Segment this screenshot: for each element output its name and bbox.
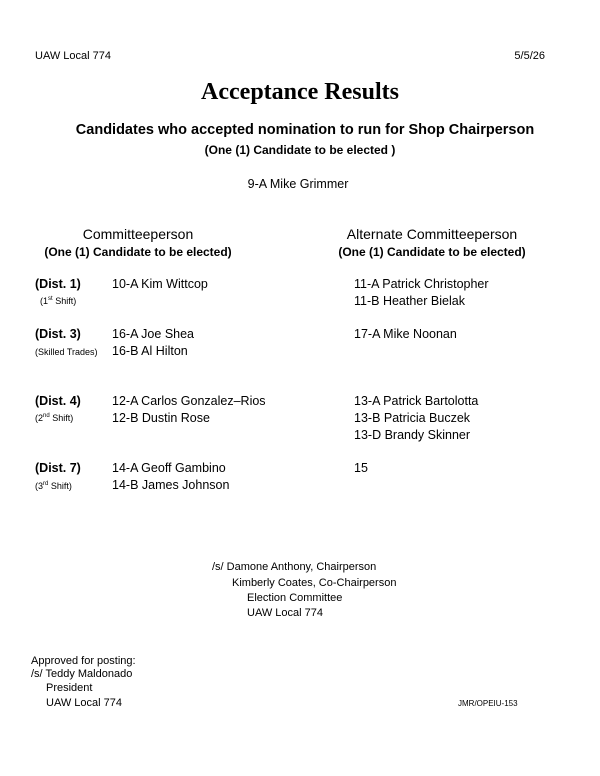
page-title: Acceptance Results: [201, 79, 399, 105]
district-shift: (3rd Shift): [35, 481, 72, 491]
district-label: (Dist. 4): [35, 394, 81, 408]
committee-candidate: 12-B Dustin Rose: [112, 411, 210, 425]
approval-line: President: [46, 682, 93, 694]
district-shift: (1st Shift): [40, 296, 77, 306]
alternate-candidate: 13-A Patrick Bartolotta: [354, 394, 479, 408]
alternate-candidate: 17-A Mike Noonan: [354, 327, 457, 341]
signature-line: Kimberly Coates, Co-Chairperson: [232, 577, 397, 589]
committee-candidate: 14-A Geoff Gambino: [112, 461, 226, 475]
shop-chair-candidate: 9-A Mike Grimmer: [247, 177, 349, 191]
committee-note: (One (1) Candidate to be elected): [44, 245, 232, 259]
approval-line: UAW Local 774: [46, 697, 123, 709]
document-date: 5/5/26: [514, 50, 545, 62]
alternate-candidate: 13-D Brandy Skinner: [354, 428, 471, 442]
alternate-candidate: 13-B Patricia Buczek: [354, 411, 471, 425]
approval-line: Approved for posting:: [31, 655, 136, 667]
district-label: (Dist. 7): [35, 461, 81, 475]
subtitle-note: (One (1) Candidate to be elected ): [204, 143, 396, 157]
committee-heading: Committeeperson: [82, 226, 194, 242]
committee-candidate: 14-B James Johnson: [112, 478, 230, 492]
org-name: UAW Local 774: [35, 50, 112, 62]
committee-candidate: 16-A Joe Shea: [112, 327, 195, 341]
approval-line: /s/ Teddy Maldonado: [31, 668, 133, 680]
alternate-heading: Alternate Committeeperson: [346, 226, 518, 242]
signature-line: /s/ Damone Anthony, Chairperson: [212, 561, 377, 573]
district-shift: (2nd Shift): [35, 413, 74, 423]
district-shift: (Skilled Trades): [35, 347, 98, 357]
alternate-note: (One (1) Candidate to be elected): [338, 245, 526, 259]
alternate-candidate: 11-B Heather Bielak: [354, 294, 465, 308]
signature-line: UAW Local 774: [247, 607, 324, 619]
committee-candidate: 16-B Al Hilton: [112, 344, 188, 358]
alternate-candidate: 11-A Patrick Christopher: [354, 277, 489, 291]
committee-candidate: 12-A Carlos Gonzalez–Rios: [112, 394, 266, 408]
district-label: (Dist. 3): [35, 327, 81, 341]
signature-line: Election Committee: [247, 592, 343, 604]
footer-code: JMR/OPEIU-153: [458, 699, 518, 708]
alternate-candidate: 15: [354, 461, 368, 475]
page-subtitle: Candidates who accepted nomination to run for Shop Chairperson: [75, 122, 535, 138]
committee-candidate: 10-A Kim Wittcop: [112, 277, 208, 291]
district-label: (Dist. 1): [35, 277, 81, 291]
